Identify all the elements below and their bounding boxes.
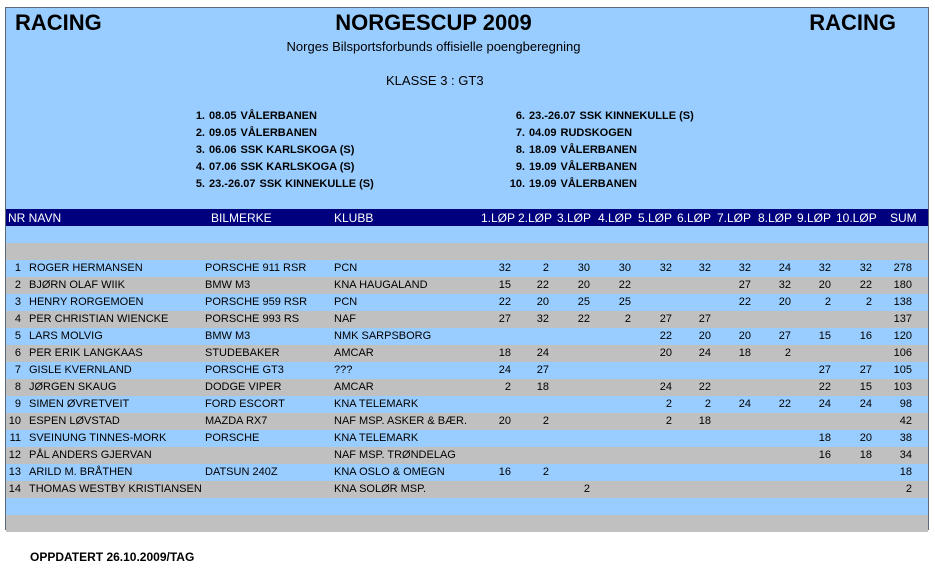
cell-bilmerke: BMW M3	[205, 279, 251, 291]
schedule-date: 23.-26.07	[209, 178, 256, 190]
cell-nr: 10	[8, 415, 21, 427]
header-lop-3: 3.LØP	[557, 211, 592, 225]
cell-navn: JØRGEN SKAUG	[29, 381, 117, 393]
cell-lop-10: 16	[859, 330, 872, 342]
cell-nr: 3	[14, 296, 21, 308]
cell-bilmerke: PORSCHE 959 RSR	[205, 296, 308, 308]
schedule-number: 5.	[195, 178, 205, 190]
header-klubb: KLUBB	[334, 211, 374, 225]
cell-klubb: NMK SARPSBORG	[334, 330, 432, 342]
cell-lop-4: 2	[624, 313, 631, 325]
cell-lop-7: 22	[738, 296, 751, 308]
cell-lop-5: 2	[665, 398, 672, 410]
cell-navn: SIMEN ØVRETVEIT	[29, 398, 130, 410]
cell-bilmerke: PORSCHE 911 RSR	[205, 262, 307, 274]
cell-navn: SVEINUNG TINNES-MORK	[29, 432, 167, 444]
cell-lop-9: 24	[818, 398, 831, 410]
cell-sum: 180	[893, 279, 912, 291]
cell-lop-9: 22	[818, 381, 831, 393]
table-row	[6, 362, 928, 379]
cell-lop-8: 27	[778, 330, 791, 342]
cell-lop-7: 20	[738, 330, 751, 342]
schedule-venue: SSK KINNEKULLE (S)	[259, 178, 374, 190]
schedule-date: 08.05	[209, 110, 237, 122]
cell-bilmerke: PORSCHE	[205, 432, 260, 444]
cell-lop-1: 16	[498, 466, 511, 478]
cell-lop-9: 2	[824, 296, 831, 308]
cell-lop-1: 2	[504, 381, 511, 393]
table-row	[6, 481, 928, 498]
cell-lop-10: 18	[859, 449, 872, 461]
cell-klubb: ???	[334, 364, 353, 376]
cell-sum: 105	[893, 364, 912, 376]
cell-sum: 98	[899, 398, 912, 410]
cell-nr: 5	[14, 330, 21, 342]
cell-nr: 14	[8, 483, 21, 495]
schedule-venue: VÅLERBANEN	[240, 110, 317, 122]
cell-lop-1: 20	[498, 415, 511, 427]
header-sum: SUM	[890, 211, 917, 225]
table-row	[6, 498, 928, 515]
cell-lop-4: 30	[618, 262, 631, 274]
cell-lop-5: 24	[659, 381, 672, 393]
cell-lop-8: 32	[778, 279, 791, 291]
racing-label-left: RACING	[15, 10, 102, 35]
schedule-item	[503, 110, 694, 122]
schedule-item	[503, 144, 637, 156]
schedule-item	[191, 110, 317, 122]
cell-lop-6: 20	[698, 330, 711, 342]
cell-lop-5: 22	[659, 330, 672, 342]
cell-lop-5: 20	[659, 347, 672, 359]
cell-lop-10: 24	[859, 398, 872, 410]
schedule-date: 18.09	[529, 144, 557, 156]
cell-lop-10: 22	[859, 279, 872, 291]
cell-lop-8: 24	[778, 262, 791, 274]
racing-label-right: RACING	[809, 10, 896, 35]
header-lop-9: 9.LØP	[797, 211, 832, 225]
cell-lop-2: 22	[536, 279, 549, 291]
cell-navn: GISLE KVERNLAND	[29, 364, 132, 376]
cell-lop-9: 27	[818, 364, 831, 376]
cell-lop-10: 2	[865, 296, 872, 308]
cell-klubb: NAF MSP. ASKER & BÆR.	[334, 415, 468, 427]
cell-lop-6: 27	[698, 313, 711, 325]
cell-lop-6: 2	[704, 398, 711, 410]
cell-sum: 34	[899, 449, 912, 461]
cell-lop-3: 25	[577, 296, 590, 308]
cell-navn: PÅL ANDERS GJERVAN	[29, 449, 152, 461]
schedule-number: 4.	[195, 161, 205, 173]
cell-lop-1: 18	[498, 347, 511, 359]
table-row	[6, 430, 928, 447]
table-row	[6, 260, 928, 277]
updated-note: OPPDATERT 26.10.2009/TAG	[30, 550, 195, 564]
cell-lop-7: 18	[738, 347, 751, 359]
schedule-venue: SSK KARLSKOGA (S)	[240, 144, 355, 156]
schedule-venue: SSK KINNEKULLE (S)	[579, 110, 694, 122]
cell-klubb: KNA OSLO & OMEGN	[334, 466, 445, 478]
schedule-number: 9.	[515, 161, 525, 173]
page-subtitle: Norges Bilsportsforbunds offisielle poengberegning	[286, 39, 581, 54]
cell-lop-10: 20	[859, 432, 872, 444]
cell-lop-6: 18	[698, 415, 711, 427]
schedule-number: 2.	[195, 127, 205, 139]
header-nr-navn: NR NAVN	[8, 211, 62, 225]
cell-lop-5: 32	[659, 262, 672, 274]
cell-lop-7: 32	[738, 262, 751, 274]
cell-bilmerke: FORD ESCORT	[205, 398, 285, 410]
schedule-number: 1.	[195, 110, 205, 122]
cell-navn: ESPEN LØVSTAD	[29, 415, 120, 427]
cell-lop-2: 2	[542, 415, 549, 427]
cell-nr: 2	[14, 279, 21, 291]
cell-lop-1: 22	[498, 296, 511, 308]
header-lop-10: 10.LØP	[836, 211, 877, 225]
cell-nr: 7	[14, 364, 21, 376]
schedule-date: 23.-26.07	[529, 110, 576, 122]
cell-lop-2: 24	[536, 347, 549, 359]
schedule-venue: VÅLERBANEN	[240, 127, 317, 139]
header-bilmerke: BILMERKE	[211, 211, 272, 225]
cell-lop-5: 27	[659, 313, 672, 325]
table-row	[6, 515, 928, 532]
header-lop-7: 7.LØP	[717, 211, 752, 225]
schedule-number: 8.	[515, 144, 525, 156]
cell-bilmerke: MAZDA RX7	[205, 415, 268, 427]
schedule-venue: VÅLERBANEN	[560, 178, 637, 190]
cell-lop-2: 18	[536, 381, 549, 393]
schedule-item	[191, 144, 354, 156]
cell-lop-6: 24	[698, 347, 711, 359]
cell-sum: 2	[905, 483, 912, 495]
cell-klubb: KNA TELEMARK	[334, 432, 419, 444]
cell-lop-2: 2	[542, 466, 549, 478]
schedule-venue: RUDSKOGEN	[560, 127, 633, 139]
schedule-venue: VÅLERBANEN	[560, 144, 637, 156]
header-lop-6: 6.LØP	[677, 211, 712, 225]
header-lop-5: 5.LØP	[638, 211, 673, 225]
cell-klubb: NAF MSP. TRØNDELAG	[334, 449, 456, 461]
cell-klubb: KNA SOLØR MSP.	[334, 483, 427, 495]
cell-nr: 11	[9, 432, 21, 444]
cell-sum: 42	[899, 415, 912, 427]
schedule-date: 06.06	[209, 144, 237, 156]
table-row	[6, 294, 928, 311]
schedule-number: 3.	[195, 144, 205, 156]
cell-sum: 137	[893, 313, 912, 325]
header-lop-1: 1.LØP	[481, 211, 516, 225]
cell-sum: 138	[893, 296, 912, 308]
table-row	[6, 243, 928, 260]
schedule-date: 19.09	[529, 178, 557, 190]
header-lop-2: 2.LØP	[518, 211, 553, 225]
table-row	[6, 345, 928, 362]
schedule-item	[191, 161, 354, 173]
table-row	[6, 464, 928, 481]
table-header	[6, 209, 928, 226]
cell-klubb: NAF	[334, 313, 356, 325]
schedule-item	[191, 178, 374, 190]
cell-bilmerke: PORSCHE GT3	[205, 364, 284, 376]
cell-nr: 4	[14, 313, 21, 325]
cell-klubb: AMCAR	[334, 381, 374, 393]
cell-lop-3: 22	[577, 313, 590, 325]
page-title: NORGESCUP 2009	[335, 10, 532, 35]
table-row	[6, 447, 928, 464]
schedule-date: 09.05	[209, 127, 237, 139]
cell-navn: BJØRN OLAF WIIK	[29, 279, 125, 291]
cell-lop-1: 24	[498, 364, 511, 376]
cell-lop-10: 32	[859, 262, 872, 274]
schedule-number: 10.	[509, 178, 525, 190]
header-lop-8: 8.LØP	[758, 211, 793, 225]
schedule-date: 07.06	[209, 161, 237, 173]
cell-bilmerke: PORSCHE 993 RS	[205, 313, 300, 325]
cell-klubb: PCN	[334, 262, 358, 274]
cell-lop-6: 22	[698, 381, 711, 393]
cell-lop-1: 32	[498, 262, 511, 274]
cell-lop-6: 32	[698, 262, 711, 274]
table-row	[6, 311, 928, 328]
cell-sum: 18	[899, 466, 912, 478]
cell-lop-2: 20	[536, 296, 549, 308]
schedule-item	[503, 161, 637, 173]
table-row	[6, 379, 928, 396]
cell-klubb: AMCAR	[334, 347, 374, 359]
cell-lop-10: 15	[859, 381, 872, 393]
schedule-date: 19.09	[529, 161, 557, 173]
schedule-item	[503, 127, 632, 139]
cell-lop-2: 32	[536, 313, 549, 325]
cell-lop-8: 2	[784, 347, 791, 359]
cell-nr: 12	[8, 449, 21, 461]
cell-lop-4: 25	[618, 296, 631, 308]
cell-lop-2: 27	[536, 364, 549, 376]
cell-sum: 103	[893, 381, 912, 393]
cell-lop-9: 18	[818, 432, 831, 444]
cell-bilmerke: DODGE VIPER	[205, 381, 282, 393]
schedule-date: 04.09	[529, 127, 557, 139]
cell-lop-3: 30	[577, 262, 590, 274]
cell-lop-7: 24	[738, 398, 751, 410]
cell-nr: 8	[14, 381, 21, 393]
cell-navn: PER ERIK LANGKAAS	[29, 347, 143, 359]
table-row	[6, 413, 928, 430]
cell-navn: ROGER HERMANSEN	[29, 262, 143, 274]
cell-klubb: PCN	[334, 296, 358, 308]
cell-lop-8: 22	[778, 398, 791, 410]
cell-lop-9: 32	[818, 262, 831, 274]
cell-navn: THOMAS WESTBY KRISTIANSEN	[29, 483, 202, 495]
cell-navn: PER CHRISTIAN WIENCKE	[29, 313, 169, 325]
cell-lop-2: 2	[542, 262, 549, 274]
cell-navn: LARS MOLVIG	[29, 330, 103, 342]
cell-sum: 38	[899, 432, 912, 444]
cell-klubb: KNA HAUGALAND	[334, 279, 428, 291]
cell-nr: 6	[14, 347, 21, 359]
schedule-item	[503, 178, 637, 190]
table-row	[6, 277, 928, 294]
cell-lop-3: 20	[577, 279, 590, 291]
cell-sum: 106	[893, 347, 912, 359]
cell-navn: HENRY RORGEMOEN	[29, 296, 144, 308]
cell-lop-5: 2	[665, 415, 672, 427]
cell-nr: 13	[8, 466, 21, 478]
schedule-number: 7.	[515, 127, 525, 139]
results-panel	[5, 7, 929, 530]
table-row	[6, 328, 928, 345]
cell-bilmerke: BMW M3	[205, 330, 251, 342]
cell-lop-10: 27	[859, 364, 872, 376]
schedule-item	[191, 127, 317, 139]
table-row	[6, 396, 928, 413]
cell-navn: ARILD M. BRÅTHEN	[29, 466, 133, 478]
cell-lop-9: 15	[818, 330, 831, 342]
cell-lop-9: 16	[818, 449, 831, 461]
cell-nr: 1	[14, 262, 21, 274]
cell-lop-7: 27	[738, 279, 751, 291]
class-label: KLASSE 3 : GT3	[386, 73, 484, 88]
cell-nr: 9	[14, 398, 21, 410]
cell-lop-1: 27	[498, 313, 511, 325]
cell-bilmerke: STUDEBAKER	[205, 347, 280, 359]
cell-lop-3: 2	[583, 483, 590, 495]
cell-lop-1: 15	[498, 279, 511, 291]
cell-lop-4: 22	[618, 279, 631, 291]
cell-lop-8: 20	[778, 296, 791, 308]
header-lop-4: 4.LØP	[598, 211, 633, 225]
schedule-venue: VÅLERBANEN	[560, 161, 637, 173]
cell-lop-9: 20	[818, 279, 831, 291]
schedule-venue: SSK KARLSKOGA (S)	[240, 161, 355, 173]
cell-sum: 278	[893, 262, 912, 274]
cell-bilmerke: DATSUN 240Z	[205, 466, 278, 478]
cell-klubb: KNA TELEMARK	[334, 398, 419, 410]
schedule-number: 6.	[515, 110, 525, 122]
cell-sum: 120	[893, 330, 912, 342]
